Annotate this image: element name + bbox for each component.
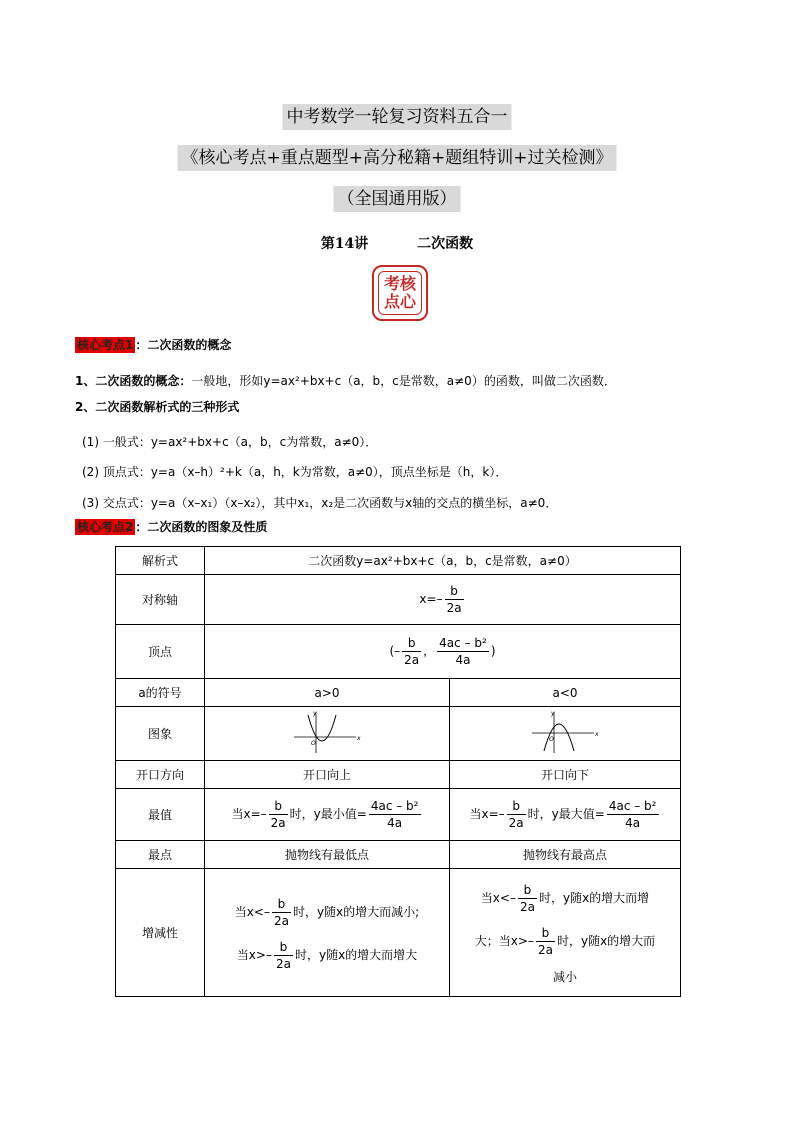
row-label: a的符号 bbox=[116, 679, 205, 707]
fraction-num: b bbox=[402, 635, 421, 652]
cell-min-value bbox=[205, 789, 450, 841]
fraction-den: 2a bbox=[519, 900, 535, 914]
forms-heading: 2、二次函数解析式的三种形式 bbox=[75, 400, 240, 414]
table-row bbox=[116, 679, 681, 707]
fraction-num: b bbox=[274, 939, 293, 956]
concept-label: 1、二次函数的概念： bbox=[75, 374, 192, 388]
section2-title: ：二次函数的图象及性质 bbox=[135, 520, 268, 534]
row-label: 最点 bbox=[116, 841, 205, 869]
core-points-seal bbox=[372, 265, 428, 321]
table-row bbox=[116, 789, 681, 841]
section2-heading bbox=[75, 518, 267, 535]
axis-formula bbox=[205, 575, 681, 625]
fraction-num: 4ac – b² bbox=[608, 799, 657, 813]
text-fragment: 减小 bbox=[552, 970, 577, 984]
vertex-formula bbox=[205, 625, 681, 679]
fraction-num: b bbox=[269, 798, 288, 815]
doc-title-line1: 中考数学一轮复习资料五合一 bbox=[283, 104, 512, 130]
table-row bbox=[116, 547, 681, 575]
graph-up bbox=[205, 707, 450, 761]
fraction-num: b bbox=[272, 896, 291, 913]
section1-title: ：二次函数的概念 bbox=[135, 338, 232, 352]
row-label: 对称轴 bbox=[116, 575, 205, 625]
y-axis-label: y bbox=[313, 710, 317, 717]
row-label: 顶点 bbox=[116, 625, 205, 679]
seal-text-top: 考核 bbox=[383, 274, 416, 293]
row-label: 开口方向 bbox=[116, 761, 205, 789]
cell-a-negative: a<0 bbox=[450, 679, 681, 707]
fraction-num: b bbox=[445, 583, 464, 600]
origin-label: O bbox=[549, 736, 554, 743]
fraction-den: 2a bbox=[273, 913, 289, 928]
fraction bbox=[437, 635, 489, 668]
fraction-den: 2a bbox=[275, 956, 291, 971]
lecture-heading bbox=[0, 233, 794, 253]
text-fragment: 时，y随x的增大而增 bbox=[538, 891, 650, 905]
concept-definition bbox=[75, 372, 616, 389]
section1-tag: 核心考点1 bbox=[77, 338, 134, 352]
text-fragment: 时，y随x的增大而 bbox=[556, 934, 656, 948]
row-label: 增减性 bbox=[116, 869, 205, 997]
downward-parabola-graph bbox=[528, 709, 602, 755]
fraction-num: 4ac – b² bbox=[439, 636, 487, 650]
cell-opens-down: 开口向下 bbox=[450, 761, 681, 789]
fraction-den: 4a bbox=[625, 816, 641, 830]
lecture-number: 第14讲 bbox=[320, 236, 369, 252]
fraction-num: b bbox=[536, 925, 555, 942]
text-fragment: 当x>– bbox=[236, 947, 272, 962]
fraction bbox=[507, 798, 526, 831]
fraction-den: 2a bbox=[446, 601, 462, 615]
section1-heading bbox=[75, 336, 231, 353]
concept-text: 一般地，形如y=ax²+bx+c（a，b，c是常数，a≠0）的函数，叫做二次函数． bbox=[191, 374, 616, 388]
table-row bbox=[116, 869, 681, 997]
table-row bbox=[116, 575, 681, 625]
fraction bbox=[518, 882, 537, 915]
fraction bbox=[269, 798, 288, 831]
row-label: 解析式 bbox=[116, 547, 205, 575]
cell-monotonic-down bbox=[450, 869, 681, 997]
form-general: (1) 一般式：y=ax²+bx+c（a，b，c为常数，a≠0）． bbox=[82, 435, 378, 449]
form-vertex: (2) 顶点式：y=a（x–h）²+k（a，h，k为常数，a≠0），顶点坐标是（h，k）． bbox=[82, 465, 508, 479]
row-label: 最值 bbox=[116, 789, 205, 841]
formula-close: ) bbox=[490, 644, 496, 658]
text-fragment: 当x=– bbox=[231, 807, 267, 821]
graph-down bbox=[450, 707, 681, 761]
fraction-den: 2a bbox=[508, 816, 524, 830]
fraction-den: 2a bbox=[404, 653, 420, 667]
table-row bbox=[116, 841, 681, 869]
text-fragment: 当x=– bbox=[469, 807, 505, 821]
fraction bbox=[272, 896, 291, 929]
fraction-den: 2a bbox=[537, 943, 553, 957]
text-fragment: 时，y随x的增大而增大 bbox=[294, 947, 418, 962]
row-label: 图象 bbox=[116, 707, 205, 761]
x-axis-label: x bbox=[595, 731, 599, 738]
origin-label: O bbox=[311, 740, 316, 747]
fraction-den: 2a bbox=[270, 816, 286, 830]
form-intercept: (3) 交点式：y=a（x–x₁）（x–x₂），其中x₁，x₂是二次函数与x轴的交点的横坐标，a≠0． bbox=[82, 496, 558, 510]
formula-comma: ， bbox=[423, 644, 436, 658]
doc-title-line2: 《核心考点+重点题型+高分秘籍+题组特训+过关检测》 bbox=[178, 145, 617, 171]
properties-table bbox=[115, 546, 681, 997]
fraction-num: b bbox=[507, 798, 526, 815]
fraction bbox=[274, 939, 293, 972]
cell-max-value bbox=[450, 789, 681, 841]
lecture-topic: 二次函数 bbox=[417, 236, 474, 252]
fraction-num: b bbox=[518, 882, 537, 899]
y-axis-label: y bbox=[551, 710, 555, 717]
formula-prefix: x=– bbox=[419, 592, 443, 606]
table-row bbox=[116, 761, 681, 789]
fraction bbox=[369, 798, 421, 831]
fraction-num: 4ac – b² bbox=[370, 799, 419, 813]
cell-opens-up: 开口向上 bbox=[205, 761, 450, 789]
fraction bbox=[402, 635, 421, 668]
x-axis-label: x bbox=[357, 735, 361, 742]
upward-parabola-graph bbox=[290, 709, 364, 755]
text-fragment: 时，y随x的增大而减小; bbox=[292, 904, 420, 919]
table-row bbox=[116, 625, 681, 679]
table-row bbox=[116, 707, 681, 761]
cell-highest-point: 抛物线有最高点 bbox=[450, 841, 681, 869]
doc-title-line3: （全国通用版） bbox=[334, 186, 461, 212]
text-fragment: 当x<– bbox=[234, 904, 270, 919]
text-fragment: 当x<– bbox=[480, 891, 516, 905]
cell-monotonic-up bbox=[205, 869, 450, 997]
cell-lowest-point: 抛物线有最低点 bbox=[205, 841, 450, 869]
fraction bbox=[607, 798, 659, 831]
cell-a-positive: a>0 bbox=[205, 679, 450, 707]
row-value: 二次函数y=ax²+bx+c（a，b，c是常数，a≠0） bbox=[205, 547, 681, 575]
section2-tag: 核心考点2 bbox=[77, 520, 134, 534]
text-fragment: 大；当x>– bbox=[474, 934, 534, 948]
fraction-den: 4a bbox=[455, 653, 471, 667]
text-fragment: 时，y最小值= bbox=[289, 807, 367, 821]
fraction bbox=[536, 925, 555, 958]
text-fragment: 时，y最大值= bbox=[527, 807, 605, 821]
fraction-den: 4a bbox=[387, 816, 403, 830]
seal-text-bottom: 点心 bbox=[383, 292, 416, 311]
fraction bbox=[445, 583, 464, 616]
formula-open: (– bbox=[389, 644, 401, 658]
